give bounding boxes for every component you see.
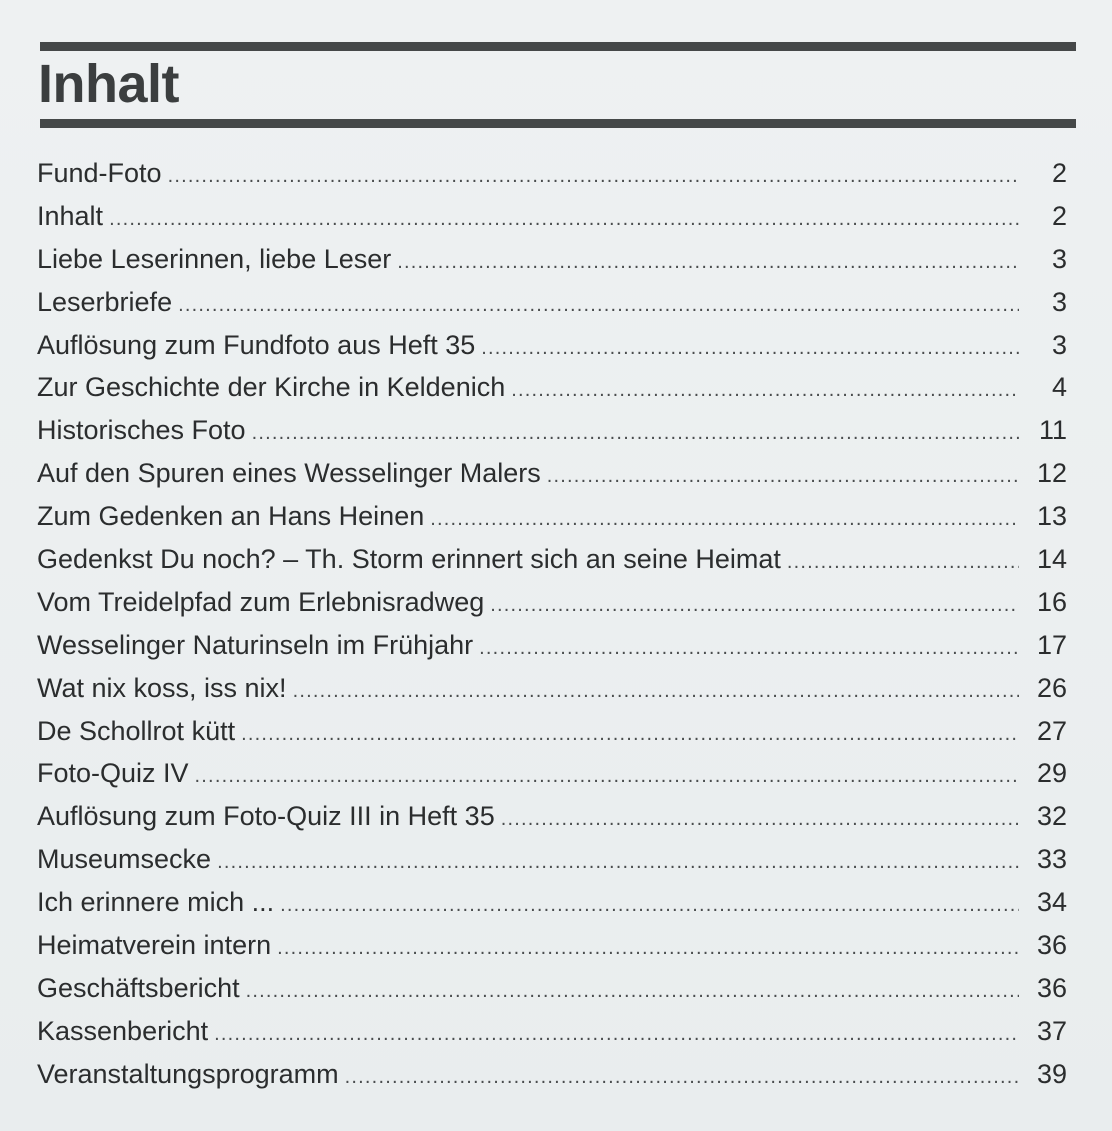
- page-number: 2: [1051, 158, 1067, 188]
- toc-entry: [37, 752, 1073, 795]
- entry-title: Foto-Quiz IV: [37, 758, 189, 789]
- toc-entry: [37, 838, 1073, 881]
- page-number: 4: [1051, 372, 1067, 403]
- dot-leader: [293, 670, 1019, 713]
- page-number: 3: [1051, 286, 1067, 317]
- dot-leader: [501, 798, 1019, 841]
- toc-entry: [37, 967, 1073, 1010]
- toc-entry: [37, 366, 1073, 409]
- dot-leader: [787, 541, 1019, 584]
- dot-leader: [246, 970, 1019, 1013]
- page-number: 34: [1036, 887, 1067, 918]
- dot-leader: [481, 327, 1019, 370]
- entry-title: Museumsecke: [37, 844, 212, 875]
- dot-leader: [168, 155, 1019, 198]
- entry-title: Auf den Spuren eines Wesselinger Malers: [37, 458, 541, 489]
- page-number: 12: [1036, 458, 1067, 489]
- dot-leader: [345, 1056, 1019, 1099]
- page-number: 16: [1036, 586, 1067, 617]
- entry-title: Geschäftsbericht: [37, 972, 240, 1003]
- dot-leader: [277, 927, 1019, 970]
- page-number: 3: [1051, 243, 1067, 274]
- entry-title: Heimatverein intern: [37, 930, 272, 961]
- dot-leader: [479, 627, 1019, 670]
- entry-title: Fund-Foto: [37, 158, 162, 188]
- dot-leader: [280, 884, 1019, 927]
- page-title: Inhalt: [38, 54, 179, 114]
- toc-entry: [37, 281, 1073, 324]
- page-number: 36: [1036, 930, 1067, 961]
- entry-title: Leserbriefe: [37, 286, 173, 317]
- page-number: 39: [1036, 1058, 1067, 1089]
- entry-title: Ich erinnere mich ...: [37, 887, 275, 918]
- dot-leader: [109, 198, 1019, 241]
- entry-title: Liebe Leserinnen, liebe Leser: [37, 243, 392, 274]
- bottom-rule: [40, 119, 1076, 128]
- entry-title: Inhalt: [37, 200, 104, 231]
- toc-entry: [37, 667, 1073, 710]
- page-number: 36: [1036, 972, 1067, 1003]
- toc-entry: [37, 1010, 1073, 1053]
- toc-entry: [37, 152, 1073, 195]
- entry-title: Wat nix koss, iss nix!: [37, 672, 287, 703]
- dot-leader: [252, 412, 1019, 455]
- toc-entry: [37, 324, 1073, 367]
- entry-title: Vom Treidelpfad zum Erlebnisradweg: [37, 586, 485, 617]
- toc-entry: [37, 581, 1073, 624]
- page-number: 2: [1051, 200, 1067, 231]
- entry-title: Wesselinger Naturinseln im Frühjahr: [37, 629, 474, 660]
- dot-leader: [217, 841, 1019, 884]
- dot-leader: [195, 755, 1019, 798]
- page-number: 29: [1036, 758, 1067, 789]
- toc-entry: [37, 409, 1073, 452]
- toc-entry: [37, 881, 1073, 924]
- entry-title: Zum Gedenken an Hans Heinen: [37, 501, 425, 532]
- page-number: 17: [1036, 629, 1067, 660]
- entry-title: Historisches Foto: [37, 415, 246, 446]
- page-number: 14: [1036, 544, 1067, 575]
- dot-leader: [490, 584, 1019, 627]
- page-number: 37: [1036, 1015, 1067, 1046]
- toc-entry: [37, 238, 1073, 281]
- page-number: 11: [1038, 415, 1067, 446]
- toc-entry: [37, 710, 1073, 753]
- page-number: 27: [1036, 715, 1067, 746]
- toc-entry: [37, 495, 1073, 538]
- dot-leader: [547, 455, 1019, 498]
- page-number: 32: [1036, 801, 1067, 832]
- entry-title: Kassenbericht: [37, 1015, 209, 1046]
- dot-leader: [397, 241, 1019, 284]
- dot-leader: [214, 1013, 1019, 1056]
- entry-title: Auflösung zum Foto-Quiz III in Heft 35: [37, 801, 495, 832]
- page-number: 33: [1036, 844, 1067, 875]
- dot-leader: [241, 713, 1019, 756]
- dot-leader: [430, 498, 1019, 541]
- entry-title: Veranstaltungsprogramm: [37, 1058, 339, 1089]
- table-of-contents: [37, 152, 1073, 1096]
- entry-title: De Schollrot kütt: [37, 715, 236, 746]
- toc-entry: [37, 1053, 1073, 1096]
- toc-entry: [37, 538, 1073, 581]
- entry-title: Gedenkst Du noch? – Th. Storm erinnert sich an seine Heimat: [37, 544, 781, 575]
- entry-title: Auflösung zum Fundfoto aus Heft 35: [37, 329, 476, 360]
- page-number: 26: [1036, 672, 1067, 703]
- page-number: 3: [1051, 329, 1067, 360]
- toc-entry: [37, 924, 1073, 967]
- toc-entry: [37, 795, 1073, 838]
- dot-leader: [178, 284, 1019, 327]
- page-number: 13: [1036, 501, 1067, 532]
- toc-entry: [37, 452, 1073, 495]
- toc-entry: [37, 624, 1073, 667]
- toc-entry: [37, 195, 1073, 238]
- top-rule: [40, 42, 1076, 51]
- dot-leader: [511, 369, 1019, 412]
- entry-title: Zur Geschichte der Kirche in Keldenich: [37, 372, 506, 403]
